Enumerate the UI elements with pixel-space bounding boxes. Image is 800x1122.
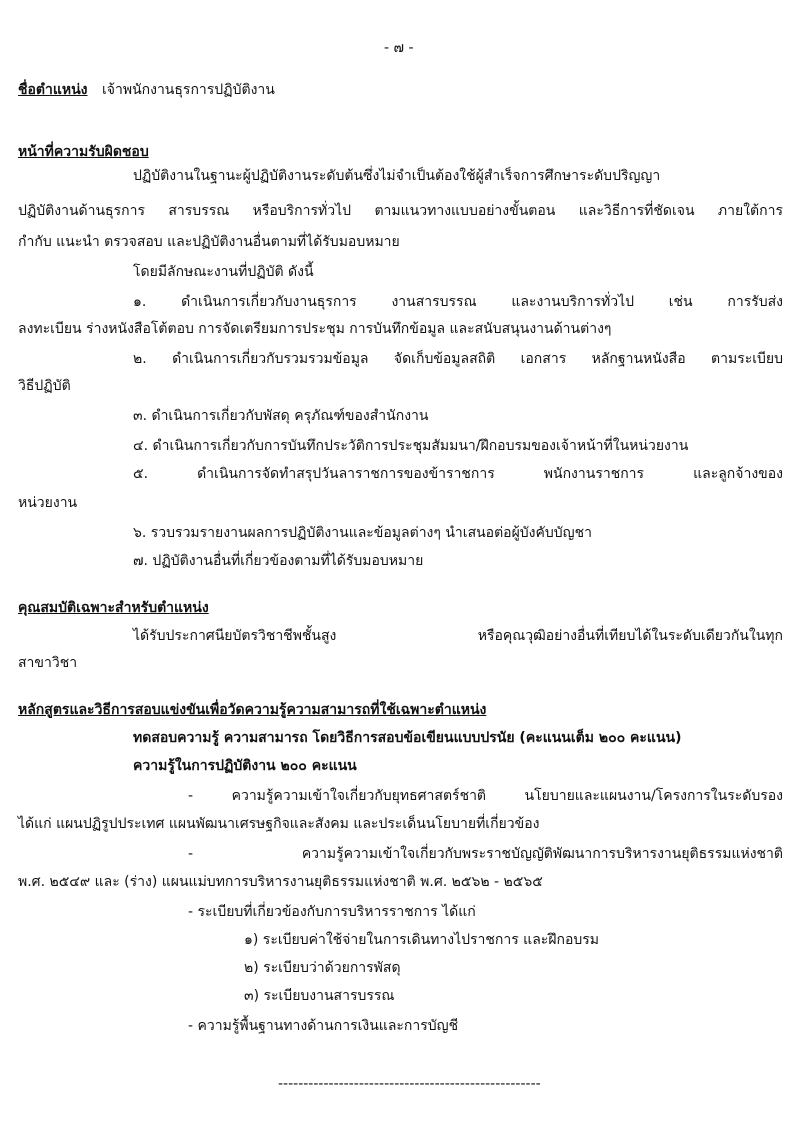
duty-item-3: ๓. ดำเนินการเกี่ยวกับพัสดุ ครุภัณฑ์ของสำนักงาน [133, 408, 429, 424]
regulation-item-1: ๑) ระเบียบค่าใช้จ่ายในการเดินทางไปราชการ และฝึกอบรม [244, 932, 600, 948]
qualifications-heading: คุณสมบัติเฉพาะสำหรับตำแหน่ง [18, 600, 209, 616]
exam-topic-2-cont: พ.ศ. ๒๕๔๙ และ (ร่าง) แผนแม่บทการบริหารงานยุติธรรมแห่งชาติ พ.ศ. ๒๕๖๒ - ๒๕๖๕ [18, 874, 543, 890]
qualifications-line-1: ได้รับประกาศนียบัตรวิชาชีพชั้นสูง หรือคุณวุฒิอย่างอื่นที่เทียบได้ในระดับเดียวกันในทุก [133, 628, 783, 644]
position-row [18, 80, 275, 100]
regulation-item-3: ๓) ระเบียบงานสารบรรณ [244, 988, 395, 1004]
duty-item-5-cont: หน่วยงาน [18, 495, 78, 511]
position-label: ชื่อตำแหน่ง [18, 82, 88, 98]
duty-item-6: ๖. รวบรวมรายงานผลการปฏิบัติงานและข้อมูลต่างๆ นำเสนอต่อผู้บังคับบัญชา [133, 525, 592, 541]
duties-subheading: โดยมีลักษณะงานที่ปฏิบัติ ดังนี้ [133, 264, 314, 280]
exam-topic-4: - ความรู้พื้นฐานทางด้านการเงินและการบัญชี [188, 1018, 459, 1034]
exam-topic-2: - ความรู้ความเข้าใจเกี่ยวกับพระราชบัญญัติพัฒนาการบริหารงานยุติธรรมแห่งชาติ [188, 846, 783, 862]
duty-item-5: ๕. ดำเนินการจัดทำสรุปวันลาราชการของข้าราชการ พนักงานราชการ และลูกจ้างของ [133, 466, 783, 482]
regulation-item-2: ๒) ระเบียบว่าด้วยการพัสดุ [244, 960, 401, 976]
exam-heading: หลักสูตรและวิธีการสอบแข่งขันเพื่อวัดความรู้ความสามารถที่ใช้เฉพาะตำแหน่ง [18, 702, 487, 718]
exam-knowledge: ความรู้ในการปฏิบัติงาน ๒๐๐ คะแนน [133, 758, 357, 774]
exam-topic-1-cont: ได้แก่ แผนปฏิรูปประเทศ แผนพัฒนาเศรษฐกิจและสังคม และประเด็นนโยบายที่เกี่ยวข้อง [18, 816, 540, 832]
duty-item-1: ๑. ดำเนินการเกี่ยวกับงานธุรการ งานสารบรรณ และงานบริการทั่วไป เช่น การรับส่ง [133, 294, 783, 310]
exam-topic-3: - ระเบียบที่เกี่ยวข้องกับการบริหารราชการ ได้แก่ [188, 904, 476, 920]
duties-intro-line-1: ปฏิบัติงานในฐานะผู้ปฏิบัติงานระดับต้นซึ่งไม่จำเป็นต้องใช้ผู้สำเร็จการศึกษาระดับปริญญา [133, 168, 661, 184]
exam-topic-1: - ความรู้ความเข้าใจเกี่ยวกับยุทธศาสตร์ชาติ นโยบายและแผนงาน/โครงการในระดับรอง [188, 788, 783, 804]
duty-item-4: ๔. ดำเนินการเกี่ยวกับการบันทึกประวัติการประชุมสัมมนา/ฝึกอบรมของเจ้าหน้าที่ในหน่วยงาน [133, 438, 689, 454]
position-value: เจ้าพนักงานธุรการปฏิบัติงาน [101, 82, 275, 98]
duty-item-7: ๗. ปฏิบัติงานอื่นที่เกี่ยวข้องตามที่ได้รับมอบหมาย [133, 553, 424, 569]
qualifications-line-2: สาขาวิชา [18, 655, 78, 671]
duty-item-1-cont: ลงทะเบียน ร่างหนังสือโต้ตอบ การจัดเตรียมการประชุม การบันทึกข้อมูล และสนับสนุนงานด้านต่างๆ [18, 321, 612, 337]
exam-method: ทดสอบความรู้ ความสามารถ โดยวิธีการสอบข้อเขียนแบบปรนัย (คะแนนเต็ม ๒๐๐ คะแนน) [133, 730, 682, 746]
duties-intro-line-2: ปฏิบัติงานด้านธุรการ สารบรรณ หรือบริการทั่วไป ตามแนวทางแบบอย่างขั้นตอน และวิธีการที่ชัดเจน ภายใต้การ [18, 203, 783, 219]
duties-intro-line-3: กำกับ แนะนำ ตรวจสอบ และปฏิบัติงานอื่นตามที่ได้รับมอบหมาย [18, 234, 400, 250]
duties-heading: หน้าที่ความรับผิดชอบ [18, 144, 149, 160]
footer-rule: ---------------------------------------------------- [278, 1076, 541, 1092]
page-number: - ๗ - [384, 40, 414, 56]
duty-item-2: ๒. ดำเนินการเกี่ยวกับรวมรวมข้อมูล จัดเก็บข้อมูลสถิติ เอกสาร หลักฐานหนังสือ ตามระเบียบ [133, 351, 783, 367]
duty-item-2-cont: วิธีปฏิบัติ [18, 378, 71, 394]
